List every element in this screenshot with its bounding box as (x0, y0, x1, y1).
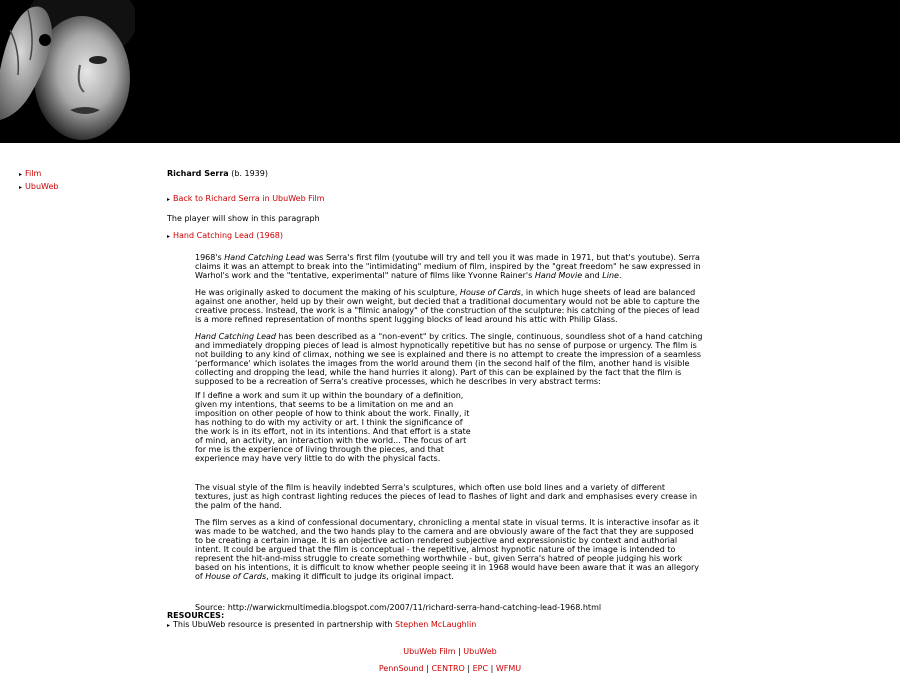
article-paragraph (195, 518, 703, 581)
resources-text: This UbuWeb resource is presented in partnership with (173, 620, 396, 629)
film-title-italic: Hand Catching Lead (195, 332, 276, 341)
header-banner (0, 0, 900, 143)
player-note: The player will show in this paragraph (167, 214, 320, 223)
article-paragraph (195, 332, 703, 386)
text-span: , making it difficult to judge its original impact. (266, 572, 454, 581)
bullet-arrow-icon: ▸ (167, 196, 171, 203)
bullet-arrow-icon: ▸ (19, 171, 23, 178)
film-link[interactable]: Hand Catching Lead (1968) (173, 231, 283, 240)
film-title-italic: Line (602, 271, 619, 280)
footer-link-epc[interactable]: EPC (472, 664, 489, 673)
text-span: was Serra's first film (youtube will try and tell you it was made in 1971, but that's youtube). Serra claims it was an attempt to break into the "intimidating" medium of film, inspired by the "great freedom" he saw expressed in Warhol's work and the "tentative, experimental" nature of films like Yvonne Rainer's (195, 253, 701, 280)
footer-link-wfmu[interactable]: WFMU (495, 664, 522, 673)
footer-separator: | (458, 647, 461, 656)
page-title (167, 169, 712, 178)
film-title-italic: Hand Movie (534, 271, 583, 280)
article-paragraph (195, 288, 703, 324)
footer-separator: | (490, 664, 494, 673)
header-portrait-image (0, 0, 135, 143)
text-span: and (582, 271, 603, 280)
text-span: has been described as a "non-event" by critics. The single, continuous, soundless shot of a hand catching and immediately dropping pieces of lead is almost hypnotically repetitive but has no sense of purpose or urgency. The film is not building to any kind of climax, nothing we see is explained and there is no attempt to create the impression of a seamless 'performance' which isolates the images from the world around them (in the second half of the film, another hand is visible collecting and dropping the lead, while the hand hurries it along). Part of this can be explained by the fact that the film is supposed to be a recreation of Serra's creative processes, which he describes in very abstract terms: (195, 332, 703, 386)
footer-row-1 (0, 647, 900, 656)
bullet-arrow-icon: ▸ (19, 184, 23, 191)
text-span: 1968's (195, 253, 225, 262)
footer-link-ubuweb[interactable]: UbuWeb (463, 647, 497, 656)
artist-name: Richard Serra (167, 169, 229, 178)
article-paragraph: The visual style of the film is heavily indebted Serra's sculptures, which often use bold lines and a variety of different textures, just as high contrast lighting reduces the pieces of lead to flashes of light and dark and emphasises every crease in the palm of the hand. (195, 483, 698, 510)
artist-dates: (b. 1939) (231, 169, 268, 178)
article-paragraph (195, 253, 703, 280)
back-link[interactable]: Back to Richard Serra in UbuWeb Film (173, 194, 325, 203)
resources-heading: RESOURCES: (167, 611, 225, 620)
back-link-row (167, 194, 712, 205)
work-title-italic: House of Cards (459, 288, 521, 297)
sidebar-item-film (19, 169, 58, 180)
film-link-row (167, 231, 712, 242)
bullet-arrow-icon: ▸ (167, 233, 171, 240)
resources-text-wrapper (173, 620, 476, 629)
footer-separator: | (426, 664, 429, 673)
text-span: , in which huge sheets of lead are balanced against one another, held up by their own weight, but decied that a traditional documentary would not be able to capture the creative process. Instead, the work is a "filmic analogy" of the construction of the sculpture: his catching of the pieces of lead is a more refined representation of months spent lugging blocks of lead around his attic with Philip Glass. (195, 288, 700, 324)
sidebar-link-ubuweb[interactable]: UbuWeb (25, 182, 59, 191)
article-body (195, 253, 703, 620)
source-citation: Source: http://warwickmultimedia.blogspot.com/2007/11/richard-serra-hand-catching-lead-1968.html (195, 603, 602, 612)
sidebar-item-ubuweb (19, 182, 58, 193)
resources-item (167, 620, 476, 631)
footer-separator: | (467, 664, 471, 673)
sidebar-nav (19, 169, 58, 195)
footer-link-centro[interactable]: CENTRO (431, 664, 465, 673)
film-title-italic: Hand Catching Lead (224, 253, 306, 262)
text-span: He was originally asked to document the making of his sculpture, (195, 288, 460, 297)
footer-row-2 (0, 664, 900, 673)
sidebar-link-film[interactable]: Film (25, 169, 42, 178)
text-span: . (618, 271, 622, 280)
blockquote: If I define a work and sum it up within the boundary of a definition, given my intentions, that seems to be a limitation on me and an imposition on other people of how to think about the work. Finally, it has nothing to do with my activity or art. I think the significance of the work is in its effort, not in its intentions. And that effort is a state of mind, an activity, an interaction with the world... The focus of art for me is the experience of living through the pieces, and that experience may have very little to do with the physical facts. (195, 391, 471, 463)
resources-section (167, 611, 476, 633)
partner-link[interactable]: Stephen McLaughlin (395, 620, 477, 629)
bullet-arrow-icon: ▸ (167, 622, 171, 629)
footer-link-ubuweb-film[interactable]: UbuWeb Film (403, 647, 456, 656)
footer-link-pennsound[interactable]: PennSound (378, 664, 424, 673)
main-content (167, 169, 712, 244)
work-title-italic: House of Cards (205, 572, 267, 581)
text-span: The film serves as a kind of confessional documentary, chronicling a mental state in visual terms. It is interactive insofar as it was made to be watched, and the two hands play to the camera and are obviously aware of the fact that they are supposed to be creating a certain image. It is an objective action rendered subjective and expressionistic by context and authorial intent. It could be argued that the film is conceptual - the repetitive, almost hypnotic nature of the image is intended to represent the hit-and-miss struggle to create something worthwhile - but, given Serra's hatred of people judging his work based on his intentions, it is difficult to know whether people seeing it in 1968 would have been aware that it was an allegory of (195, 518, 700, 581)
